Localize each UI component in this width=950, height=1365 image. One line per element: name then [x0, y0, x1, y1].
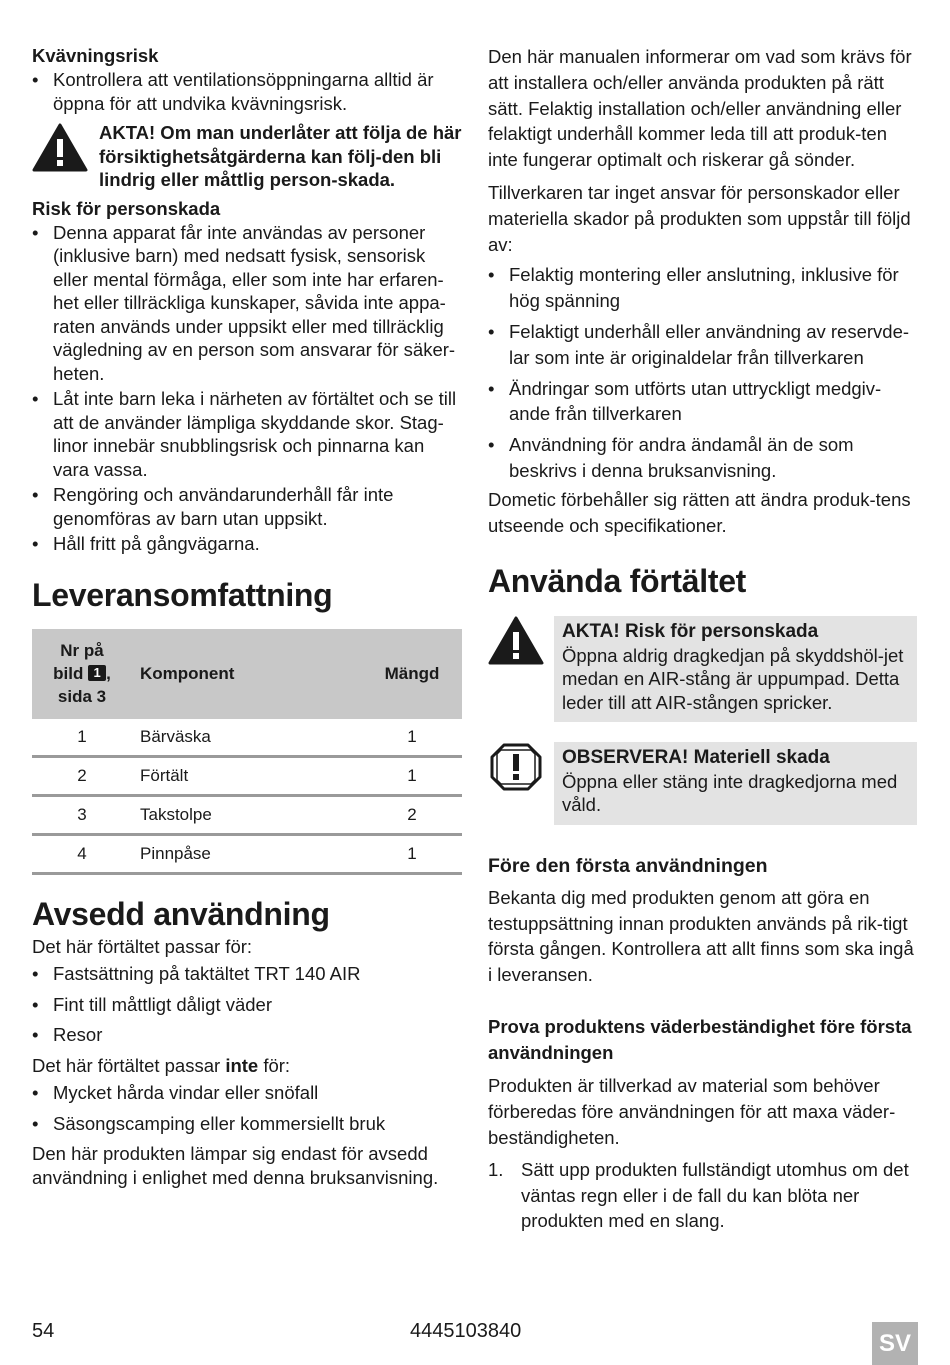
cell-nr: 4 — [32, 834, 132, 873]
caution-box-content — [554, 616, 917, 722]
cell-component: Förtält — [132, 756, 362, 795]
header-component: Komponent — [132, 629, 362, 719]
warning-triangle-icon — [32, 121, 88, 178]
caution-warning-text: AKTA! Om man underlåter att följa de här försiktighetsåtgärderna kan följ-den bli lindrig eller måttlig person-skada. — [99, 122, 462, 190]
list-item: • Användning för andra ändamål än de som beskrivs i denna bruksanvisning. — [488, 432, 918, 484]
weather-heading: Prova produktens väderbeständighet före första användningen — [488, 1016, 912, 1064]
notice-octagon-icon — [488, 742, 544, 797]
cell-nr: 1 — [32, 719, 132, 757]
list-item: • Fastsättning på taktältet TRT 140 AIR — [32, 962, 462, 986]
list-item: • Säsongscamping eller kommersiellt bruk — [32, 1112, 462, 1136]
list-item: • Felaktig montering eller anslutning, inklusive för hög spänning — [488, 262, 918, 314]
injury-heading: Risk för personskada — [32, 197, 221, 219]
list-item: 1. Sätt upp produkten fullständigt utomhus om det väntas regn eller i de fall du kan blöta ner produkten med en slang. — [488, 1159, 909, 1232]
notice-text: Öppna eller stäng inte dragkedjorna med våld. — [562, 770, 898, 816]
intended-intro: Det här förtältet passar för: — [32, 935, 253, 957]
figure-number-badge: 1 — [88, 665, 106, 681]
list-item: • Kontrollera att ventilationsöppningarna alltid är öppna för att undvika kvävningsrisk. — [32, 68, 462, 115]
manual-intro: Den här manualen informerar om vad som krävs för att installera och/eller använda produkten på rätt sätt. Felaktig installation och/eller användning eller felaktigt underhåll kommer leda till att produk-ten inte fungerar optimalt och riskerar gå sönder. — [488, 46, 912, 171]
weather-text: Produkten är tillverkad av material som behöver förberedas före användningen för att maxa väder-beständigheten. — [488, 1075, 896, 1148]
left-column — [32, 44, 462, 1189]
suffocation-list — [32, 68, 462, 115]
list-item: • Felaktigt underhåll eller användning av reservde-lar som inte är originaldelar från tillverkaren — [488, 319, 918, 371]
intended-use-heading: Avsedd användning — [32, 895, 330, 932]
language-badge: SV — [872, 1322, 918, 1365]
table-row — [32, 795, 462, 834]
reservation-text: Dometic förbehåller sig rätten att ändra produk-tens utseende och specifikationer. — [488, 488, 911, 536]
cell-component: Bärväska — [132, 719, 362, 757]
cell-quantity: 2 — [362, 795, 462, 834]
cell-nr: 3 — [32, 795, 132, 834]
cell-component: Pinnpåse — [132, 834, 362, 873]
cell-nr: 2 — [32, 756, 132, 795]
caution-warning — [32, 121, 462, 192]
scope-heading: Leveransomfattning — [32, 576, 333, 613]
liability-list — [488, 262, 918, 483]
notice-box-content — [554, 742, 917, 825]
caution-box — [488, 616, 918, 722]
notice-box — [488, 742, 918, 825]
suffocation-heading: Kvävningsrisk — [32, 45, 159, 66]
cell-component: Takstolpe — [132, 795, 362, 834]
cell-quantity: 1 — [362, 756, 462, 795]
intended-list — [32, 962, 462, 1047]
document-number: 4445103840 — [410, 1320, 522, 1342]
not-intended-list — [32, 1081, 462, 1135]
list-item: • Resor — [32, 1023, 462, 1047]
weather-steps — [488, 1157, 918, 1234]
table-header-row — [32, 629, 462, 719]
list-item: • Håll fritt på gångvägarna. — [32, 532, 462, 556]
warning-triangle-icon — [488, 616, 544, 671]
cell-quantity: 1 — [362, 719, 462, 757]
page-number: 54 — [32, 1320, 55, 1342]
table-row — [32, 719, 462, 757]
list-item: • Mycket hårda vindar eller snöfall — [32, 1081, 462, 1105]
header-quantity: Mängd — [362, 629, 462, 719]
not-intended-intro: Det här förtältet passar inte för: — [32, 1054, 291, 1076]
first-use-heading: Före den första användningen — [488, 854, 768, 877]
liability-intro: Tillverkaren tar inget ansvar för personskador eller materiella skador på produkten som uppstår till följd av: — [488, 181, 911, 255]
injury-list — [32, 221, 462, 556]
list-item: • Rengöring och användarunderhåll får inte genomföras av barn utan uppsikt. — [32, 483, 462, 530]
use-awning-heading: Använda förtältet — [488, 563, 747, 600]
table-row — [32, 834, 462, 873]
notice-label: OBSERVERA! Materiell skada — [562, 747, 830, 769]
scope-table — [32, 629, 462, 875]
caution-label: AKTA! Risk för personskada — [562, 621, 819, 643]
list-item: • Denna apparat får inte användas av personer (inklusive barn) med nedsatt fysisk, sensorisk eller mental förmåga, eller som inte har erfaren-het eller tillräckliga kunskaper, såvida inte appa-raten används under uppsikt eller med tillräcklig vägledning av en person som ansvarar för säker-heten. — [32, 221, 462, 386]
list-item: • Fint till måttligt dåligt väder — [32, 993, 462, 1017]
table-row — [32, 756, 462, 795]
list-item: • Ändringar som utförts utan uttryckligt medgiv-ande från tillverkaren — [488, 376, 918, 428]
caution-text: Öppna aldrig dragkedjan på skyddshöl-jet medan en AIR-stång är uppumpad. Detta leder till att AIR-stången spricker. — [562, 644, 904, 713]
right-column — [488, 44, 918, 1234]
cell-quantity: 1 — [362, 834, 462, 873]
list-item: • Låt inte barn leka i närheten av förtältet och se till att de använder lämpliga skyddande skor. Stag-linor innebär snubblingsrisk och pinnarna kan vara vassa. — [32, 387, 462, 481]
first-use-text: Bekanta dig med produkten genom att göra en testuppsättning innan produkten används på rik-tigt första gången. Kontrollera att allt finns som ska ingå i leveransen. — [488, 886, 914, 986]
intended-closing: Den här produkten lämpar sig endast för avsedd användning i enlighet med denna bruksanvisning. — [32, 1143, 439, 1188]
header-nr: Nr på bild 1 , sida 3 — [32, 629, 132, 719]
